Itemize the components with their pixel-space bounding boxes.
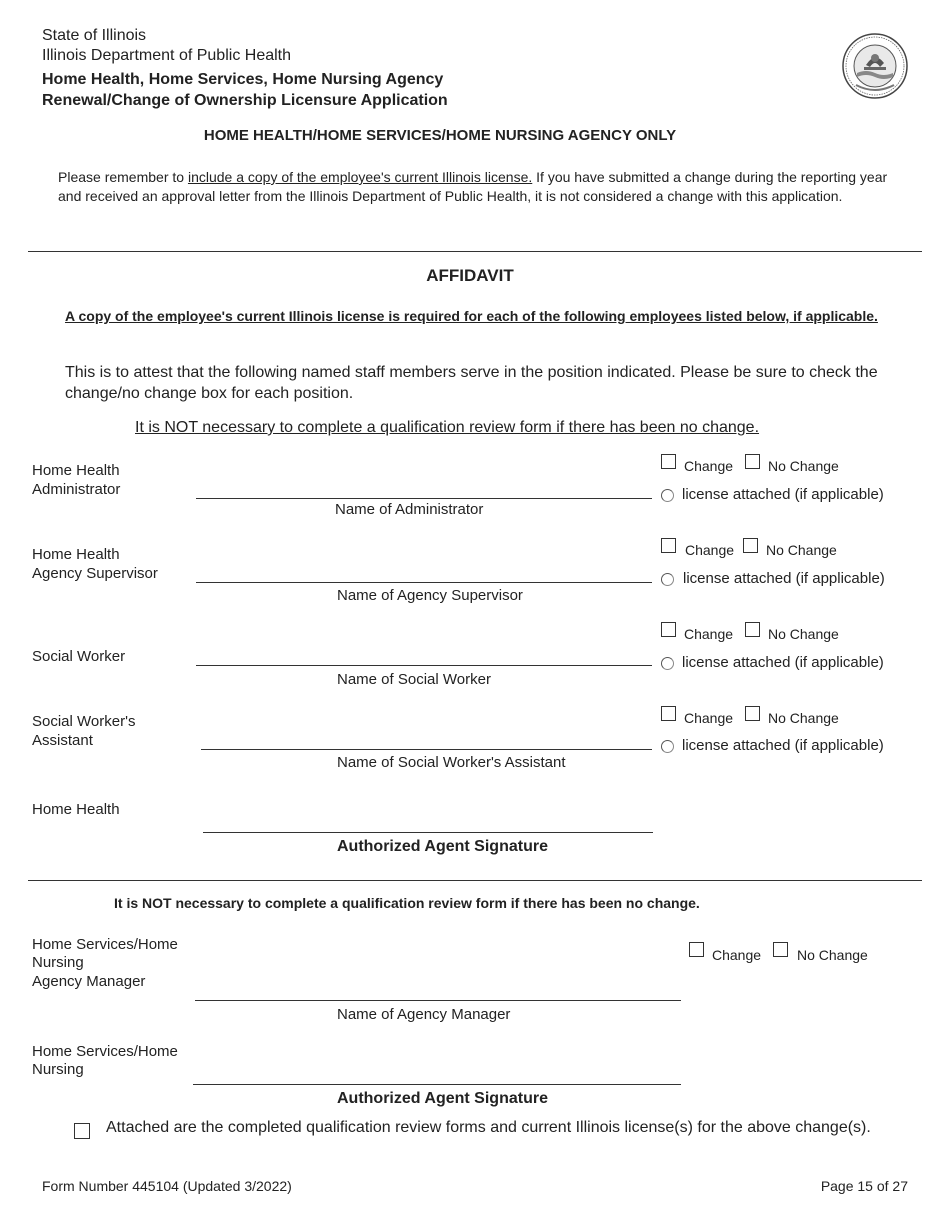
change-label: Change [684,710,734,726]
administrator-caption: Name of Administrator [335,501,484,518]
administrator-change-checkbox[interactable] [661,454,676,469]
manager-label: Nursing [32,954,84,971]
change-label: Change [684,626,734,642]
license-attached-label: license attached (if applicable) [683,570,885,587]
home-services-signature-caption: Authorized Agent Signature [337,1090,548,1107]
home-services-signature-field[interactable] [193,1084,681,1085]
home-services-signature-label: Nursing [32,1061,84,1078]
social-worker-caption: Name of Social Worker [337,671,491,688]
manager-label: Home Services/Home [32,936,178,953]
assistant-caption: Name of Social Worker's Assistant [337,754,566,771]
illinois-state-seal-icon [842,33,908,99]
home-services-signature-label: Home Services/Home [32,1043,178,1060]
social-worker-change-checkbox[interactable] [661,622,676,637]
divider [28,251,922,252]
supervisor-no-change-checkbox[interactable] [743,538,758,553]
manager-no-change-checkbox[interactable] [773,942,788,957]
divider [28,880,922,881]
change-label: Change [684,458,734,474]
manager-label: Agency Manager [32,973,146,990]
license-required-note: A copy of the employee's current Illinois license is required for each of the following employees listed below, if applicable. [65,308,878,324]
home-health-signature-label: Home Health [32,801,120,818]
home-health-signature-caption: Authorized Agent Signature [337,838,548,855]
assistant-license-radio[interactable] [661,740,674,753]
no-change-label: No Change [768,710,839,726]
no-change-label: No Change [766,542,837,558]
administrator-no-change-checkbox[interactable] [745,454,760,469]
department-name: Illinois Department of Public Health [42,47,292,64]
intro-prefix: Please remember to [58,169,188,185]
assistant-change-checkbox[interactable] [661,706,676,721]
license-attached-label: license attached (if applicable) [682,486,884,503]
attached-forms-text: Attached are the completed qualification review forms and current Illinois license(s) for the above change(s). [106,1119,871,1136]
supervisor-name-field[interactable] [196,582,652,583]
position-label: Assistant [32,732,93,749]
administrator-name-field[interactable] [196,498,652,499]
license-attached-label: license attached (if applicable) [682,654,884,671]
form-number: Form Number 445104 (Updated 3/2022) [42,1178,292,1194]
supervisor-change-checkbox[interactable] [661,538,676,553]
change-label: Change [685,542,735,558]
position-label: Social Worker's [32,713,136,730]
affidavit-title: AFFIDAVIT [426,266,514,285]
change-label: Change [712,947,762,963]
position-label: Administrator [32,481,121,498]
supervisor-caption: Name of Agency Supervisor [337,587,523,604]
form-title-line2: Renewal/Change of Ownership Licensure Application [42,92,448,109]
form-title-line1: Home Health, Home Services, Home Nursing Agency [42,71,444,88]
no-change-label: No Change [768,626,839,642]
social-worker-license-radio[interactable] [661,657,674,670]
home-health-signature-field[interactable] [203,832,653,833]
no-change-label: No Change [768,458,839,474]
state-name: State of Illinois [42,27,147,44]
assistant-no-change-checkbox[interactable] [745,706,760,721]
social-worker-no-change-checkbox[interactable] [745,622,760,637]
section-title: HOME HEALTH/HOME SERVICES/HOME NURSING AGENCY ONLY [203,127,677,144]
social-worker-name-field[interactable] [196,665,652,666]
no-change-note: It is NOT necessary to complete a qualification review form if there has been no change. [135,419,760,436]
supervisor-license-radio[interactable] [661,573,674,586]
intro-paragraph [58,168,908,206]
manager-caption: Name of Agency Manager [337,1006,511,1023]
position-label: Home Health [32,546,120,563]
no-change-label: No Change [797,947,868,963]
position-label: Agency Supervisor [32,565,158,582]
page-number: Page 15 of 27 [820,1178,908,1194]
attest-paragraph: This is to attest that the following named staff members serve in the position indicated. Please be sure to check the change/no change box for each position. [65,364,878,402]
attached-forms-checkbox[interactable] [74,1123,90,1139]
manager-change-checkbox[interactable] [689,942,704,957]
position-label: Social Worker [32,648,126,665]
manager-name-field[interactable] [195,1000,681,1001]
intro-underlined: include a copy of the employee's current Illinois license. [187,169,533,185]
administrator-license-radio[interactable] [661,489,674,502]
position-label: Home Health [32,462,120,479]
section2-note: It is NOT necessary to complete a qualification review form if there has been no change. [114,895,700,911]
assistant-name-field[interactable] [201,749,652,750]
license-attached-label: license attached (if applicable) [682,737,884,754]
intro-suffix: If you have submitted a change during the reporting year and received an approval letter from the Illinois Department of Public Health, it is not considered a change with this application. [58,169,888,204]
